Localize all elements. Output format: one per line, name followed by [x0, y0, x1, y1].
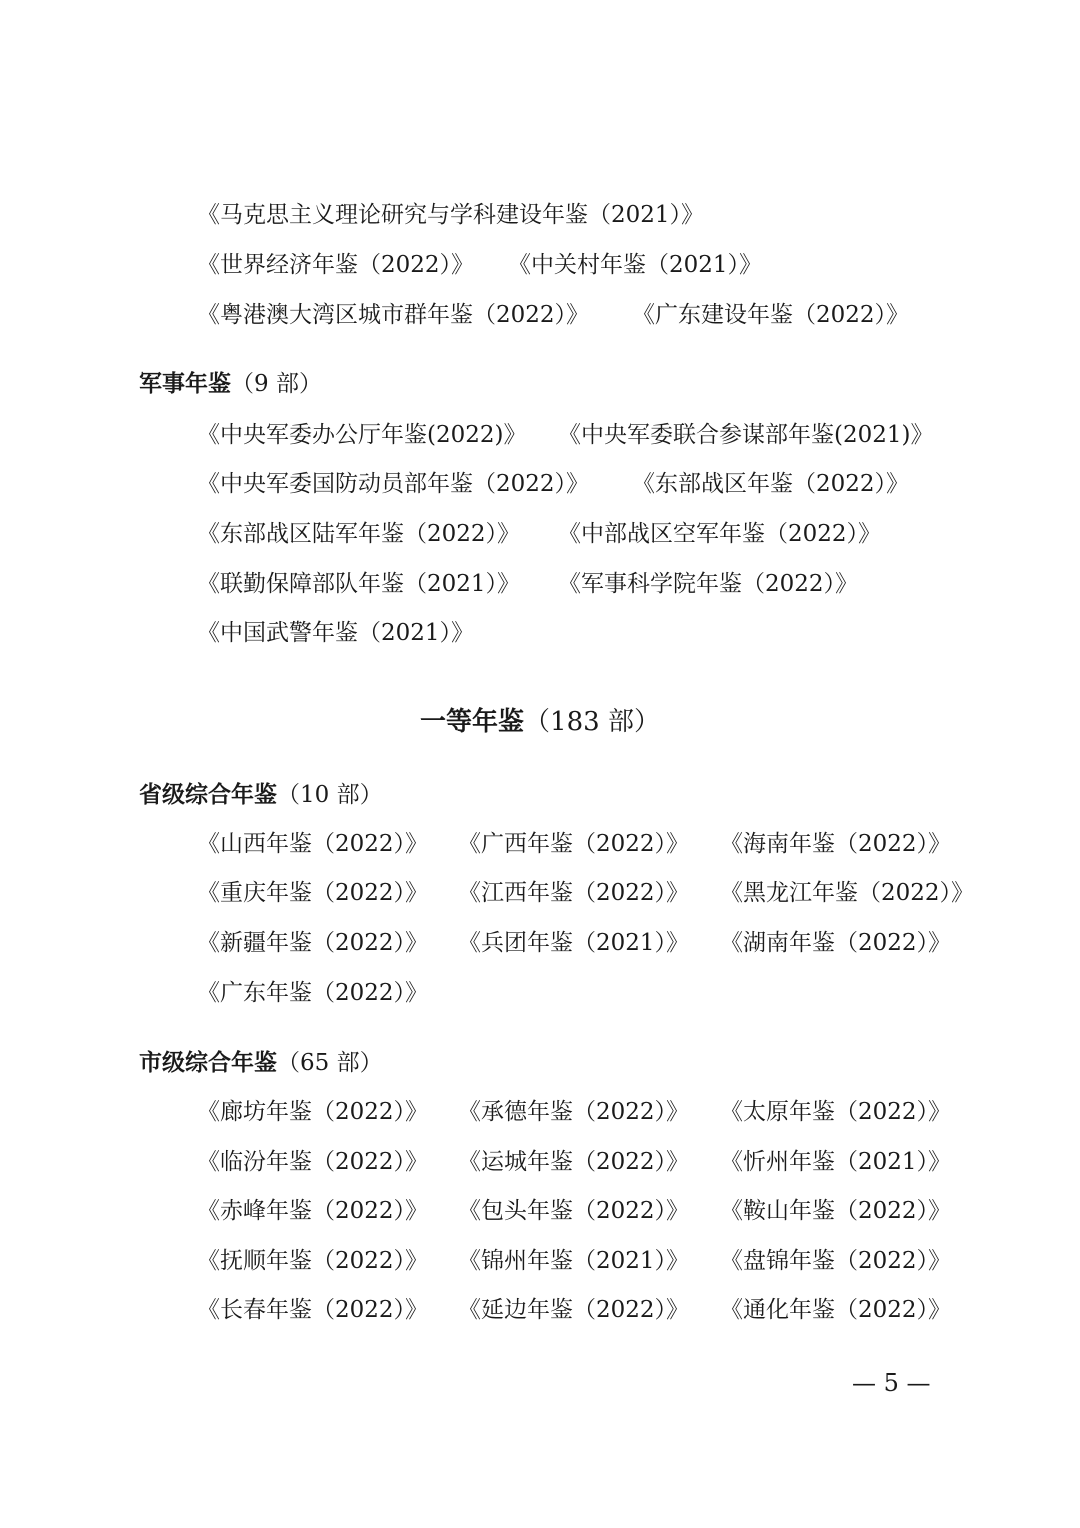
- yearbook-entry: 《鞍山年鉴（2022）》: [720, 1198, 952, 1224]
- heading-text: 市级综合年鉴: [139, 1050, 277, 1076]
- section-heading-provincial: [139, 780, 383, 810]
- page-number: — 5 —: [852, 1369, 931, 1397]
- yearbook-entry: 《海南年鉴（2022）》: [720, 831, 952, 857]
- yearbook-entry: 《湖南年鉴（2022）》: [720, 930, 952, 956]
- yearbook-entry: 《廊坊年鉴（2022）》: [197, 1099, 429, 1125]
- yearbook-entry: 《太原年鉴（2022）》: [720, 1099, 952, 1125]
- yearbook-entry: 《新疆年鉴（2022）》: [197, 930, 429, 956]
- section-heading-military: [139, 369, 322, 399]
- heading-count: （10 部）: [277, 782, 383, 808]
- yearbook-entry: 《重庆年鉴（2022）》: [197, 880, 429, 906]
- yearbook-entry: 《抚顺年鉴（2022）》: [197, 1248, 429, 1274]
- yearbook-entry: 《锦州年鉴（2021）》: [458, 1248, 690, 1274]
- yearbook-entry: 《中央军委联合参谋部年鉴(2021)》: [558, 422, 934, 448]
- yearbook-entry: 《赤峰年鉴（2022）》: [197, 1198, 429, 1224]
- yearbook-entry: 《黑龙江年鉴（2022）》: [720, 880, 975, 906]
- yearbook-entry: 《延边年鉴（2022）》: [458, 1297, 690, 1323]
- yearbook-entry: 《临汾年鉴（2022）》: [197, 1149, 429, 1175]
- yearbook-entry: 《联勤保障部队年鉴（2021）》: [197, 571, 521, 597]
- yearbook-entry: 《运城年鉴（2022）》: [458, 1149, 690, 1175]
- title-text: 一等年鉴: [420, 707, 525, 737]
- heading-text: 省级综合年鉴: [139, 782, 277, 808]
- yearbook-entry: 《马克思主义理论研究与学科建设年鉴（2021）》: [197, 202, 705, 228]
- yearbook-entry: 《包头年鉴（2022）》: [458, 1198, 690, 1224]
- yearbook-entry: 《中关村年鉴（2021）》: [508, 252, 763, 278]
- yearbook-entry: 《中央军委办公厅年鉴(2022)》: [197, 422, 527, 448]
- heading-text: 军事年鉴: [139, 371, 231, 397]
- yearbook-entry: 《粤港澳大湾区城市群年鉴（2022）》: [197, 302, 590, 328]
- yearbook-entry: 《盘锦年鉴（2022）》: [720, 1248, 952, 1274]
- heading-count: （9 部）: [231, 371, 322, 397]
- yearbook-entry: 《忻州年鉴（2021）》: [720, 1149, 952, 1175]
- title-count: （183 部）: [524, 707, 660, 737]
- yearbook-entry: 《长春年鉴（2022）》: [197, 1297, 429, 1323]
- yearbook-entry: 《山西年鉴（2022）》: [197, 831, 429, 857]
- yearbook-entry: 《广东建设年鉴（2022）》: [632, 302, 910, 328]
- yearbook-entry: 《通化年鉴（2022）》: [720, 1297, 952, 1323]
- yearbook-entry: 《广西年鉴（2022）》: [458, 831, 690, 857]
- yearbook-entry: 《中部战区空军年鉴（2022）》: [558, 521, 882, 547]
- yearbook-entry: 《东部战区陆军年鉴（2022）》: [197, 521, 521, 547]
- yearbook-entry: 《江西年鉴（2022）》: [458, 880, 690, 906]
- yearbook-entry: 《承德年鉴（2022）》: [458, 1099, 690, 1125]
- section-heading-municipal: [139, 1048, 383, 1078]
- yearbook-entry: 《东部战区年鉴（2022）》: [632, 471, 910, 497]
- yearbook-entry: 《中央军委国防动员部年鉴（2022）》: [197, 471, 590, 497]
- section-title-first-class: [0, 705, 1080, 739]
- yearbook-entry: 《世界经济年鉴（2022）》: [197, 252, 475, 278]
- yearbook-entry: 《兵团年鉴（2021）》: [458, 930, 690, 956]
- yearbook-entry: 《军事科学院年鉴（2022）》: [558, 571, 859, 597]
- heading-count: （65 部）: [277, 1050, 383, 1076]
- yearbook-entry: 《广东年鉴（2022）》: [197, 980, 429, 1006]
- yearbook-entry: 《中国武警年鉴（2021）》: [197, 620, 475, 646]
